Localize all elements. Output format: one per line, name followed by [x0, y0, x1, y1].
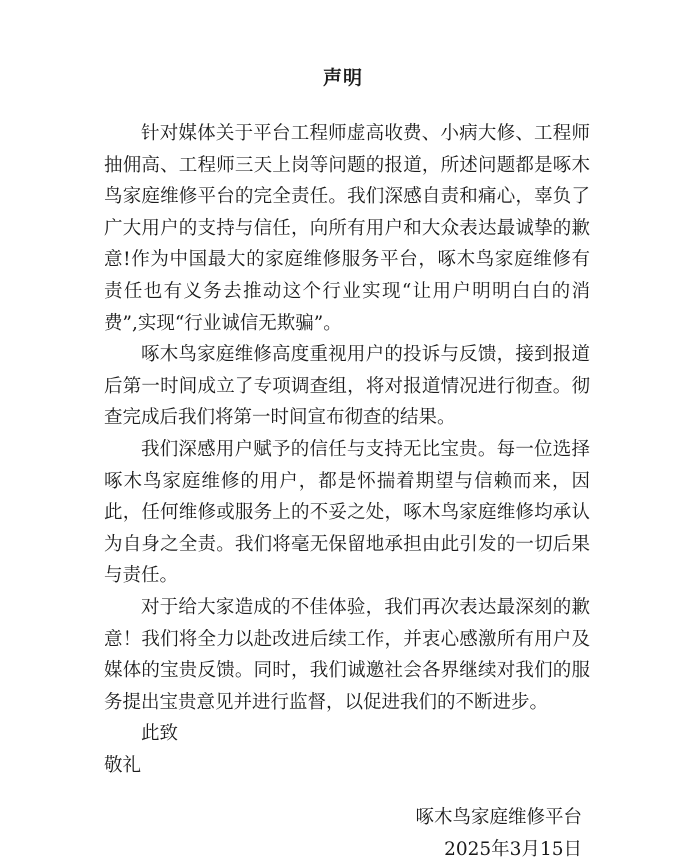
regards: 敬礼 — [104, 754, 142, 776]
signature-block — [415, 802, 582, 865]
document-body — [104, 118, 590, 781]
document-title: 声明 — [322, 67, 363, 89]
salutation: 此致 — [141, 723, 179, 745]
paragraph-3: 我们深感用户赋予的信任与支持无比宝贵。每一位选择啄木鸟家庭维修的用户，都是怀揣着期望与信赖而来，因此，任何维修或服务上的不妥之处，啄木鸟家庭维修均承认为自身之全责。我们将毫无保留地承担由此引发的一切后果与责任。 — [104, 438, 590, 587]
paragraph-2: 啄木鸟家庭维修高度重视用户的投诉与反馈，接到报道后第一时间成立了专项调查组，将对报道情况进行彻查。彻查完成后我们将第一时间宣布彻查的结果。 — [104, 344, 590, 429]
paragraph-4: 对于给大家造成的不佳体验，我们再次表达最深刻的歉意！我们将全力以赴改进后续工作，并衷心感激所有用户及媒体的宝贵反馈。同时，我们诚邀社会各界继续对我们的服务提出宝贵意见并进行监督，以促进我们的不断进步。 — [104, 596, 590, 713]
paragraph-1: 针对媒体关于平台工程师虚高收费、小病大修、工程师抽佣高、工程师三天上岗等问题的报道，所述问题都是啄木鸟家庭维修平台的完全责任。我们深感自责和痛心，辜负了广大用户的支持与信任，向所有用户和大众表达最诚挚的歉意!作为中国最大的家庭维修服务平台，啄木鸟家庭维修有责任也有义务去推动这个行业实现“让用户明明白白的消费”,实现“行业诚信无欺骗”。 — [104, 123, 590, 334]
signature-date: 2025年3月15日 — [444, 838, 582, 860]
signature-organization: 啄木鸟家庭维修平台 — [415, 807, 582, 828]
